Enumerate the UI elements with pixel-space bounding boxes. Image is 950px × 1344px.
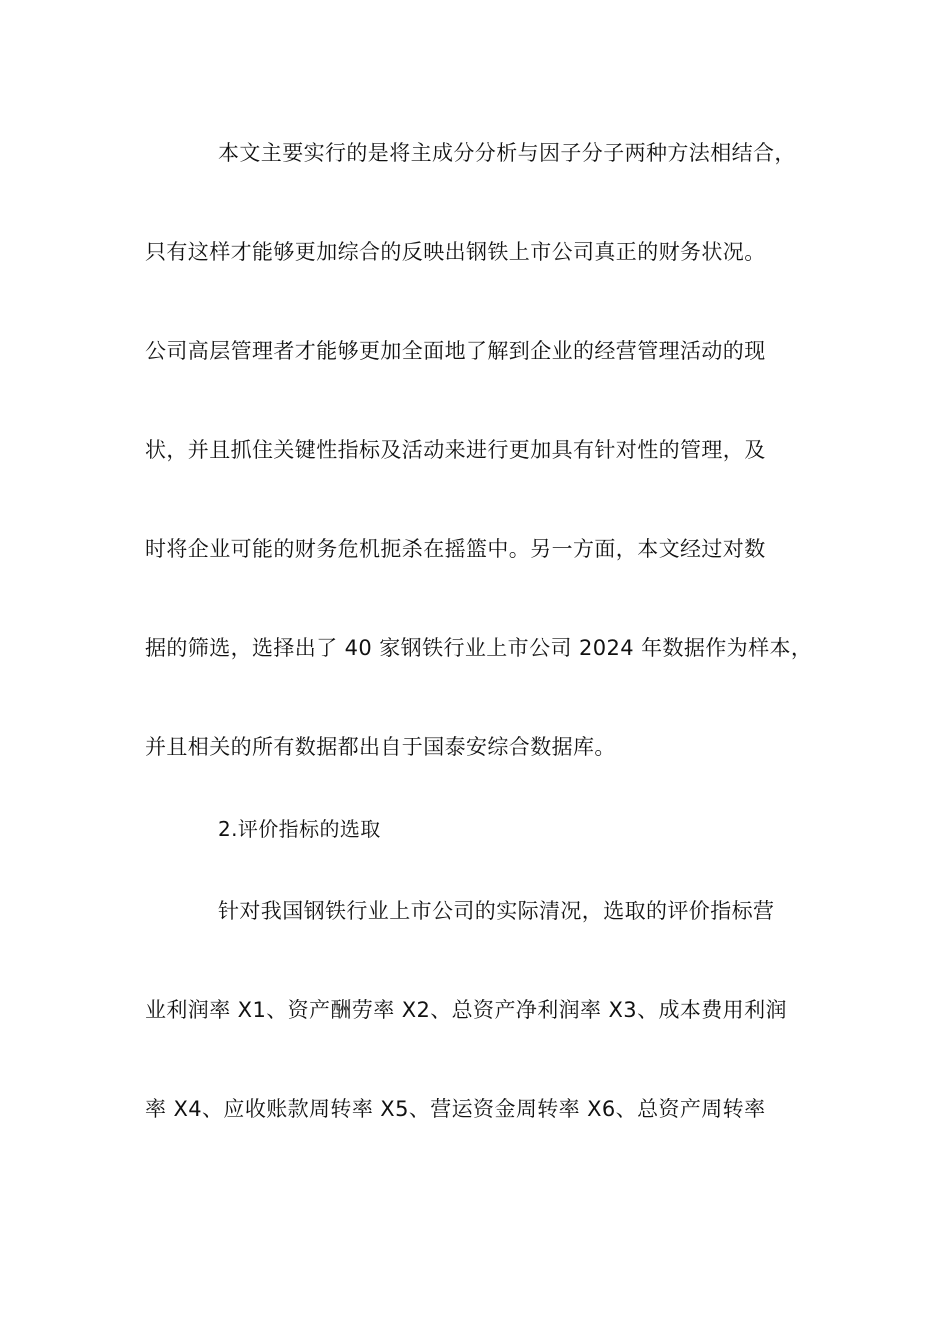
paragraph-1-line-6: 据的筛选，选择出了 40 家钢铁行业上市公司 2024 年数据作为样本，: [145, 636, 813, 660]
paragraph-1-line-4: 状，并且抓住关键性指标及活动来进行更加具有针对性的管理，及: [145, 438, 766, 462]
paragraph-1-line-7: 并且相关的所有数据都出自于国泰安综合数据库。: [145, 735, 616, 759]
paragraph-1-line-3: 公司高层管理者才能够更加全面地了解到企业的经营管理活动的现: [145, 339, 766, 363]
paragraph-1-line-2: 只有这样才能够更加综合的反映出钢铁上市公司真正的财务状况。: [145, 240, 766, 264]
paragraph-2-line-1: 针对我国钢铁行业上市公司的实际清况，选取的评价指标营: [218, 899, 775, 923]
paragraph-2-line-3: 率 X4、应收账款周转率 X5、营运资金周转率 X6、总资产周转率: [145, 1097, 766, 1121]
section-heading: 2.评价指标的选取: [218, 817, 381, 841]
paragraph-1-line-1: 本文主要实行的是将主成分分析与因子分子两种方法相结合，: [218, 141, 796, 165]
paragraph-2-line-2: 业利润率 X1、资产酬劳率 X2、总资产净利润率 X3、成本费用利润: [145, 998, 787, 1022]
paragraph-1-line-5: 时将企业可能的财务危机扼杀在摇篮中。另一方面，本文经过对数: [145, 537, 766, 561]
